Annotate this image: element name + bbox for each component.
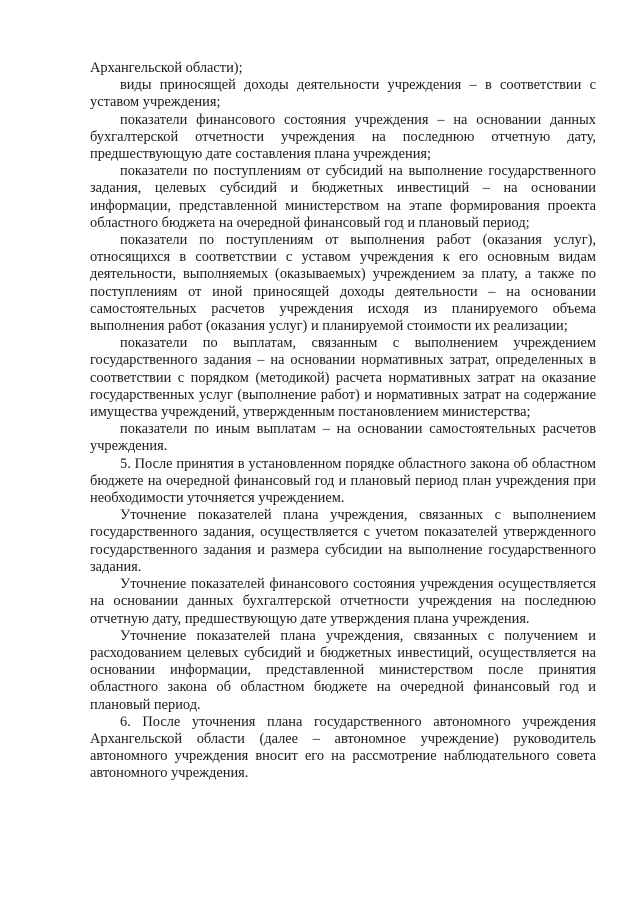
paragraph-10: Уточнение показателей финансового состояния учреждения осуществляется на основании данных бухгалтерской отчетности учреждения на последнюю отчетную дату, предшествующую дате утверждения плана учреждения. bbox=[90, 576, 596, 627]
paragraph-5: показатели по поступлениям от выполнения работ (оказания услуг), относящихся в соответствии с уставом учреждения к его основным видам деятельности, выполняемых (оказываемых) учреждением за плату, а также по поступлениям от иной приносящей доходы деятельности – на основании самостоятельных расчетов учреждения исходя из планируемого объема выполнения работ (оказания услуг) и планируемой стоимости их реализации; bbox=[90, 232, 596, 335]
paragraph-11: Уточнение показателей плана учреждения, связанных с получением и расходованием целевых субсидий и бюджетных инвестиций, осуществляется на основании информации, представленной министерством после принятия областного закона об областном бюджете на очередной финансовый год и плановый период. bbox=[90, 627, 596, 713]
paragraph-1: Архангельской области); bbox=[90, 60, 243, 76]
paragraph-12: 6. После уточнения плана государственного автономного учреждения Архангельской области (далее – автономное учреждение) руководитель автономного учреждения вносит его на рассмотрение наблюдательного совета автономного учреждения. bbox=[90, 713, 596, 782]
paragraph-8: 5. После принятия в установленном порядке областного закона об областном бюджете на очередной финансовый год и плановый период план учреждения при необходимости уточняется учреждением. bbox=[90, 455, 596, 507]
paragraph-7: показатели по иным выплатам – на основании самостоятельных расчетов учреждения. bbox=[90, 421, 596, 455]
paragraph-9: Уточнение показателей плана учреждения, связанных с выполнением государственного задания, осуществляется с учетом показателей утвержденного государственного задания и размера субсидии на выполнение государственного задания. bbox=[90, 507, 596, 575]
paragraph-2: виды приносящей доходы деятельности учреждения – в соответствии с уставом учреждения; bbox=[90, 77, 596, 111]
paragraph-3: показатели финансового состояния учреждения – на основании данных бухгалтерской отчетности учреждения на последнюю отчетную дату, предшествующую дате составления плана учреждения; bbox=[90, 111, 596, 163]
document-body bbox=[90, 60, 596, 783]
paragraph-6: показатели по выплатам, связанным с выполнением учреждением государственного задания – на основании нормативных затрат, определенных в соответствии с порядком (методикой) расчета нормативных затрат на оказание государственных услуг (выполнение работ) и нормативных затрат на содержание имущества учреждений, утвержденным постановлением министерства; bbox=[90, 335, 596, 421]
paragraph-4: показатели по поступлениям от субсидий на выполнение государственного задания, целевых субсидий и бюджетных инвестиций – на основании информации, представленной министерством на этапе формирования проекта областного бюджета на очередной финансовый год и плановый период; bbox=[90, 163, 596, 231]
